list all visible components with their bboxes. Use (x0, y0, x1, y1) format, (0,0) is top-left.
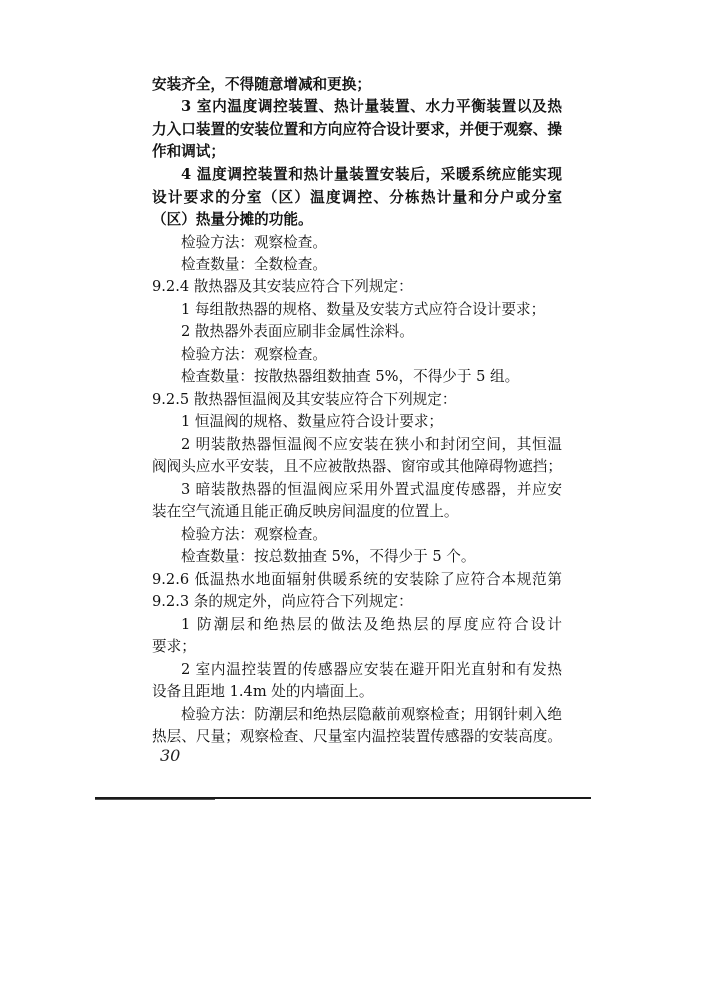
page-number: 30 (160, 746, 181, 765)
text-line: 2 明装散热器恒温阀不应安装在狭小和封闭空间，其恒温 (181, 436, 562, 453)
text-line: 设备且距地 1.4m 处的内墙面上。 (152, 683, 374, 700)
text-line: 力入口装置的安装位置和方向应符合设计要求，并便于观察、操 (152, 121, 562, 138)
text-line: 设计要求的分室（区）温度调控、分栋热计量和分户或分室 (152, 189, 562, 206)
text-line: 阀阀头应水平安装，且不应被散热器、窗帘或其他障碍物遮挡； (152, 458, 562, 475)
section-heading: 9.2.4 散热器及其安装应符合下列规定： (152, 278, 413, 295)
text-line: 检查数量：按总数抽查 5%，不得少于 5 个。 (181, 548, 476, 565)
text-line: 3 室内温度调控装置、热计量装置、水力平衡装置以及热 (181, 98, 562, 115)
footer-rule-shadow (95, 799, 215, 800)
text-line: 3 暗装散热器的恒温阀应采用外置式温度传感器，并应安 (181, 481, 562, 498)
text-line: 检验方法：防潮层和绝热层隐蔽前观察检查；用钢针刺入绝 (181, 706, 562, 723)
text-line: 检查数量：按散热器组数抽查 5%，不得少于 5 组。 (181, 368, 520, 385)
text-line: 1 恒温阀的规格、数量应符合设计要求； (181, 413, 444, 430)
text-line: 热层、尺量；观察检查、尺量室内温控装置传感器的安装高度。 (152, 728, 562, 745)
text-line: 2 室内温控装置的传感器应安装在避开阳光直射和有发热 (181, 661, 562, 678)
text-line: 作和调试； (152, 143, 225, 160)
text-line: 检验方法：观察检查。 (181, 346, 327, 363)
text-line: 要求； (152, 638, 196, 655)
text-line: 检验方法：观察检查。 (181, 526, 327, 543)
text-line: 1 每组散热器的规格、数量及安装方式应符合设计要求； (181, 301, 546, 318)
text-line: 检查数量：全数检查。 (181, 256, 327, 273)
text-line: 检验方法：观察检查。 (181, 234, 327, 251)
text-line: 9.2.3 条的规定外，尚应符合下列规定： (152, 593, 413, 610)
section-heading: 9.2.5 散热器恒温阀及其安装应符合下列规定： (152, 391, 457, 408)
text-line: 安装齐全，不得随意增减和更换； (152, 76, 371, 93)
text-line: 装在空气流通且能正确反映房间温度的位置上。 (152, 503, 459, 520)
text-line: 2 散热器外表面应刷非金属性涂料。 (181, 323, 414, 340)
text-line: （区）热量分摊的功能。 (152, 211, 313, 228)
text-line: 1 防潮层和绝热层的做法及绝热层的厚度应符合设计 (181, 616, 562, 633)
section-heading: 9.2.6 低温热水地面辐射供暖系统的安装除了应符合本规范第 (152, 571, 562, 588)
text-line: 4 温度调控装置和热计量装置安装后，采暖系统应能实现 (181, 166, 562, 183)
